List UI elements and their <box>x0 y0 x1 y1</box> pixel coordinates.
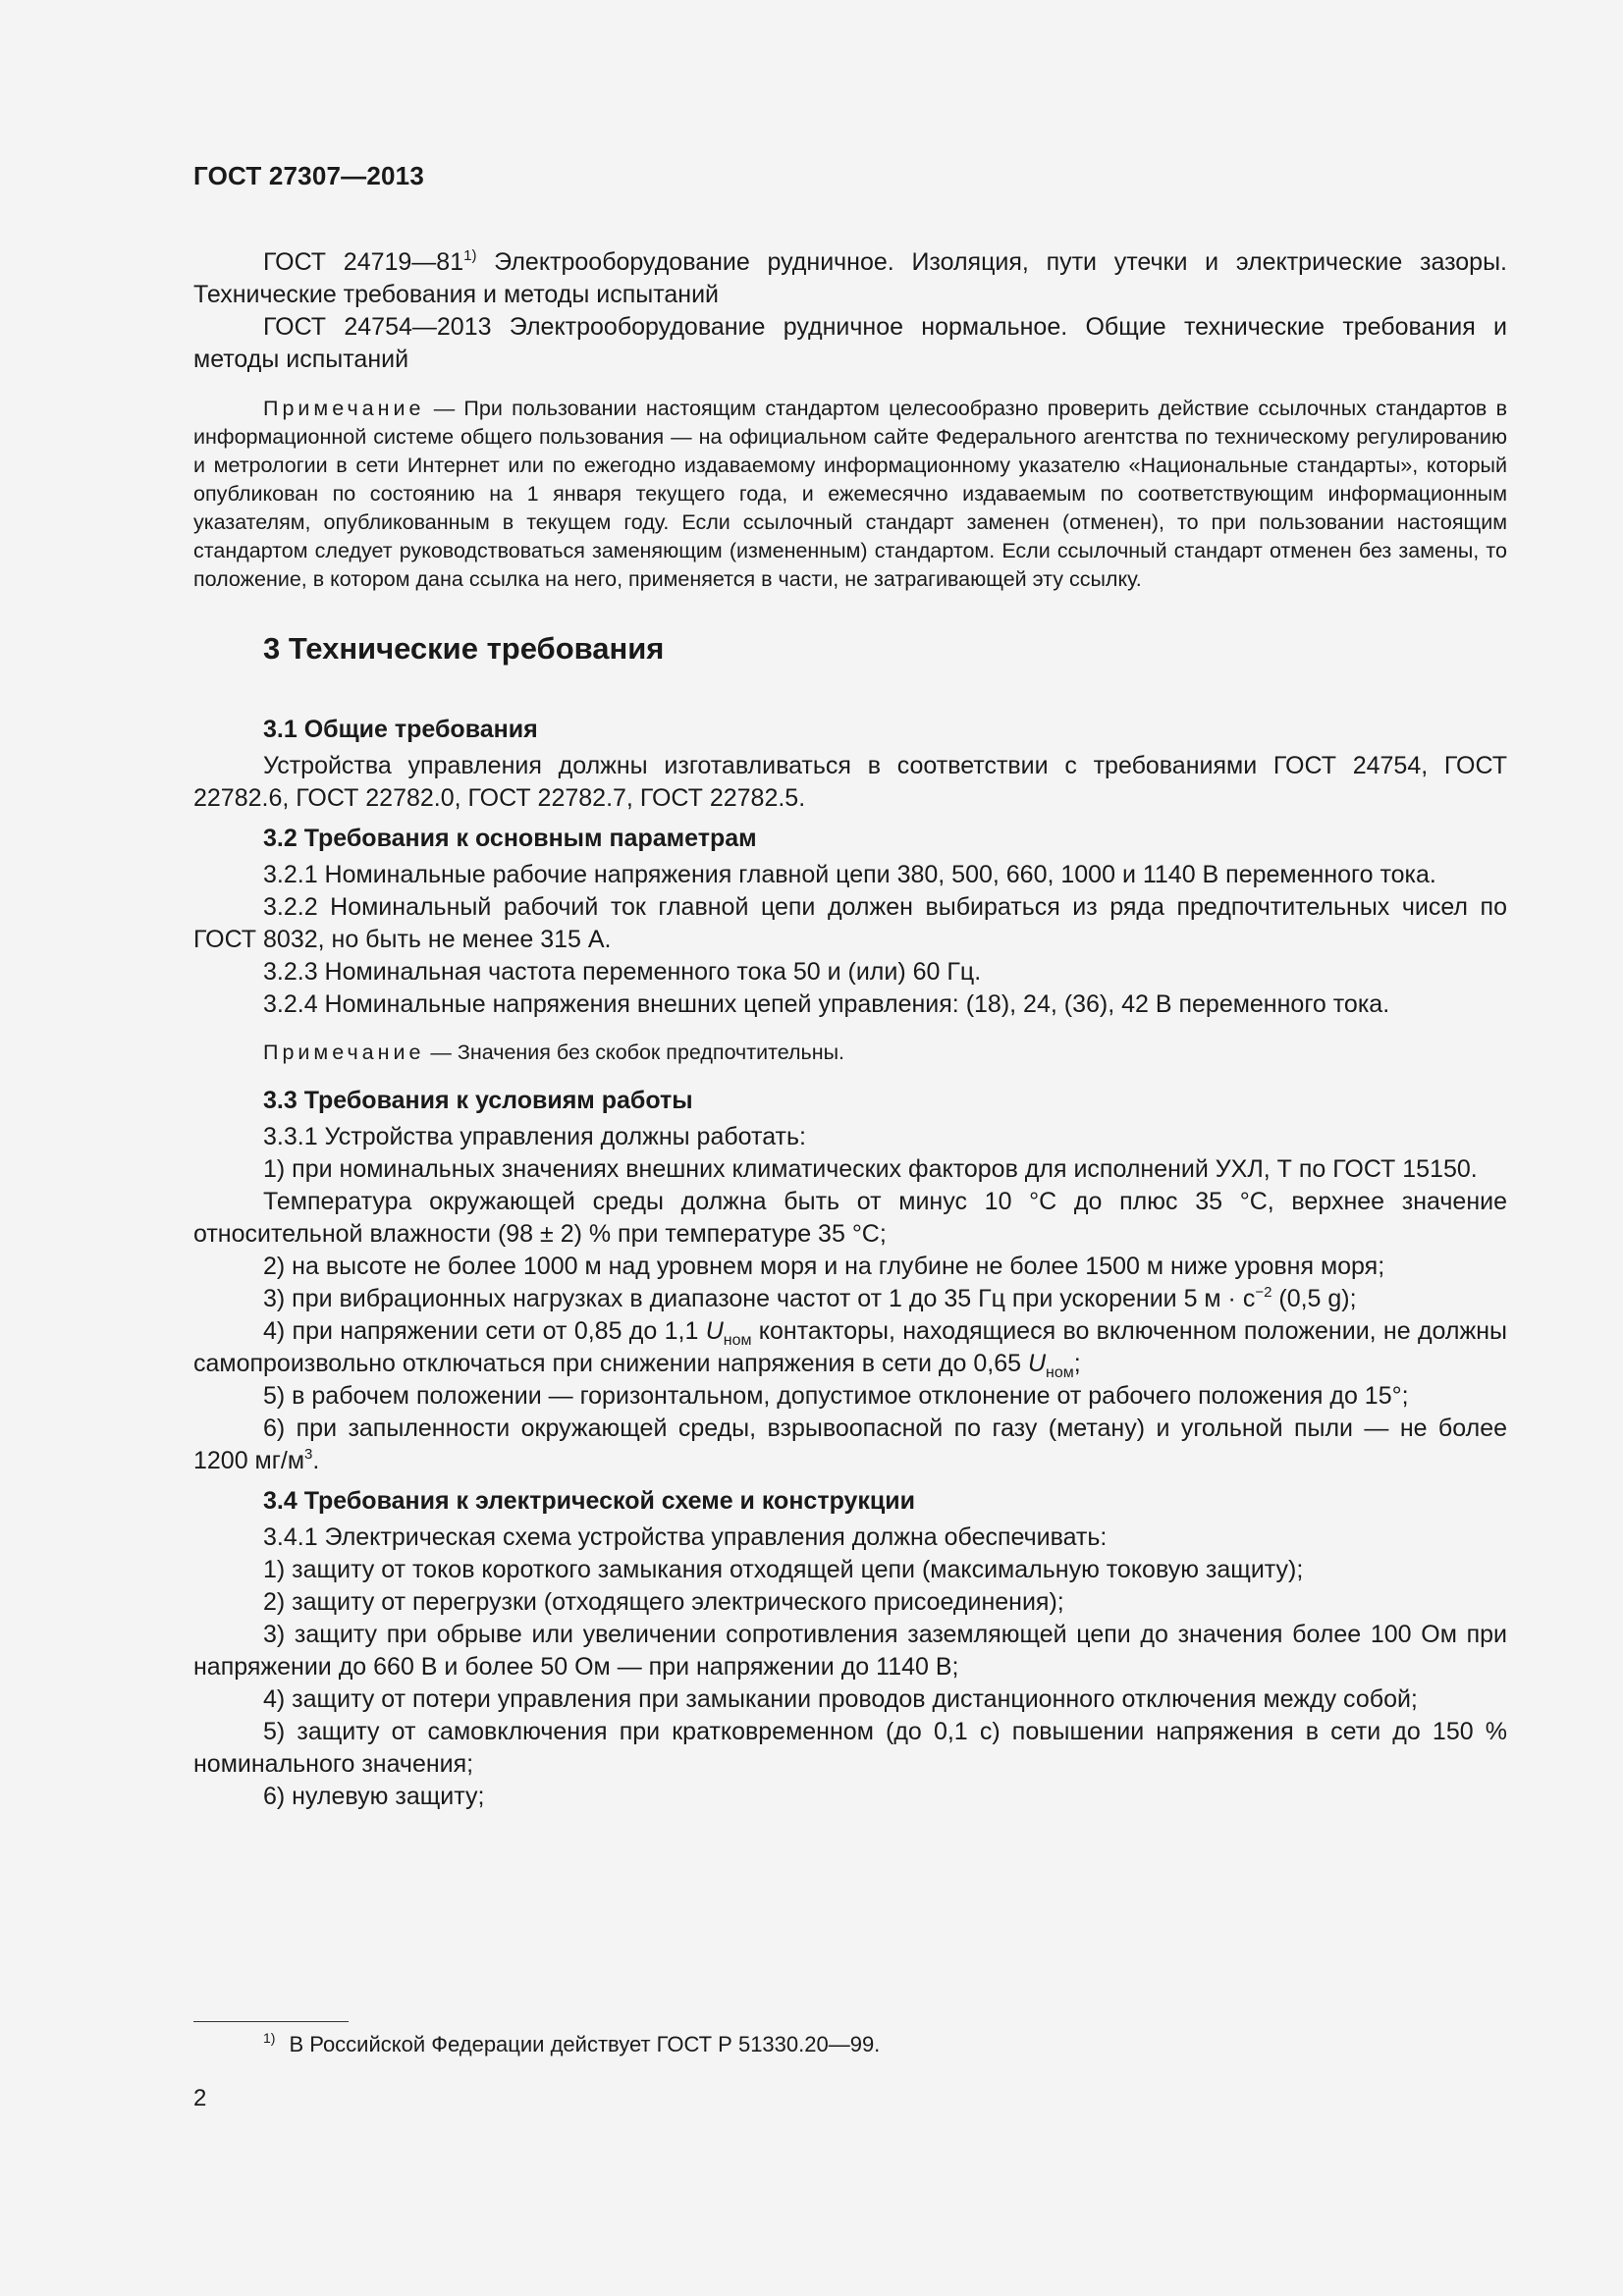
paragraph: 3.3.1 Устройства управления должны работать: <box>263 1123 806 1150</box>
section-title: 3 Технические требования <box>263 631 665 666</box>
footnote-marker: 1) <box>263 2030 276 2046</box>
note-label: Примечание <box>263 1041 425 1064</box>
page-content <box>193 161 1507 1813</box>
subsection-title: 3.1 Общие требования <box>263 716 538 743</box>
list-item: 1) защиту от токов короткого замыкания отходящей цепи (максимальную токовую защиту); <box>263 1556 1304 1583</box>
note-paragraph: Примечание — При пользовании настоящим стандартом целесообразно проверить действие ссылочных стандартов в информационной системе общего пользования — на официальном сайте Федерального агентства по техническому регулированию и метрологии в сети Интернет или по ежегодно издаваемому информационному указателю «Национальные стандарты», который опубликован по состоянию на 1 января текущего года, и ежемесячно издаваемым по соответствующим информационным указателям, опубликованным в текущем году. Если ссылочный стандарт заменен (отменен), то при пользовании настоящим стандартом следует руководствоваться заменяющим (измененным) стандартом. Если ссылочный стандарт отменен без замены, то положение, в котором дана ссылка на него, применяется в части, не затрагивающей эту ссылку. <box>193 397 1507 591</box>
list-item: 3) защиту при обрыве или увеличении сопротивления заземляющей цепи до значения более 100 Ом при напряжении до 660 В и более 50 Ом — при напряжении до 1140 В; <box>193 1621 1507 1681</box>
reference-item: ГОСТ 24719—81$^{1)}$ Электрооборудование рудничное. Изоляция, пути утечки и электрические зазоры. Технические требования и методы испытаний <box>193 247 1507 308</box>
list-item: 5) защиту от самовключения при кратковременном (до 0,1 с) повышении напряжения в сети до 150 % номинального значения; <box>193 1718 1507 1778</box>
paragraph: 3.2.4 Номинальные напряжения внешних цепей управления: (18), 24, (36), 42 В переменного тока. <box>263 990 1390 1018</box>
paragraph: 3.2.3 Номинальная частота переменного тока 50 и (или) 60 Гц. <box>263 958 982 986</box>
subsection-title: 3.3 Требования к условиям работы <box>263 1087 693 1114</box>
list-item: 6) при запыленности окружающей среды, взрывоопасной по газу (метану) и угольной пыли — не более 1200 $мг/м^3$. <box>193 1415 1507 1474</box>
footnote-divider <box>193 2021 349 2022</box>
document-header: ГОСТ 27307—2013 <box>193 161 424 190</box>
paragraph: Устройства управления должны изготавливаться в соответствии с требованиями ГОСТ 24754, ГОСТ 22782.6, ГОСТ 22782.0, ГОСТ 22782.7, ГОСТ 22782.5. <box>193 752 1507 812</box>
note-label: Примечание <box>263 397 425 420</box>
paragraph: Температура окружающей среды должна быть от минус 10 °С до плюс 35 °С, верхнее значение относительной влажности (98 ± 2) % при температуре 35 °С; <box>193 1188 1507 1248</box>
footnote-marker: 1) <box>463 247 477 264</box>
list-item: 1) при номинальных значениях внешних климатических факторов для исполнений УХЛ, Т по ГОСТ 15150. <box>263 1155 1478 1183</box>
footnote: $^{1)}$ В Российской Федерации действует ГОСТ Р 51330.20—99. <box>263 2030 881 2056</box>
note-block <box>193 395 1507 594</box>
list-item: 2) на высоте не более 1000 м над уровнем моря и на глубине не более 1500 м ниже уровня моря; <box>263 1253 1385 1280</box>
list-item: 6) нулевую защиту; <box>263 1783 485 1810</box>
paragraph: 3.2.1 Номинальные рабочие напряжения главной цепи 380, 500, 660, 1000 и 1140 В переменного тока. <box>263 861 1436 888</box>
list-item: 4) при напряжении сети от 0,85 до 1,1 $U_{ном}$ контакторы, находящиеся во включенном положении, не должны самопроизвольно отключаться при снижении напряжения в сети до 0,65 $U_{ном}$; <box>193 1317 1507 1381</box>
subsection-title: 3.4 Требования к электрической схеме и конструкции <box>263 1487 916 1515</box>
list-item: 4) защиту от потери управления при замыкании проводов дистанционного отключения между собой; <box>263 1685 1418 1713</box>
list-item: 2) защиту от перегрузки (отходящего электрического присоединения); <box>263 1588 1064 1616</box>
list-item: 3) при вибрационных нагрузках в диапазоне частот от 1 до 35 Гц при ускорении 5 $м \cdot с^{-2}$ (0,5 g); <box>263 1284 1357 1312</box>
paragraph: 3.2.2 Номинальный рабочий ток главной цепи должен выбираться из ряда предпочтительных чисел по ГОСТ 8032, но быть не менее 315 А. <box>193 893 1507 953</box>
note-paragraph: Примечание — Значения без скобок предпочтительны. <box>263 1041 845 1064</box>
list-item: 5) в рабочем положении — горизонтальном, допустимое отклонение от рабочего положения до 15°; <box>263 1382 1409 1410</box>
reference-item: ГОСТ 24754—2013 Электрооборудование рудничное нормальное. Общие технические требования и методы испытаний <box>193 313 1507 373</box>
paragraph: 3.4.1 Электрическая схема устройства управления должна обеспечивать: <box>263 1523 1108 1551</box>
page-number: 2 <box>193 2085 207 2111</box>
subsection-title: 3.2 Требования к основным параметрам <box>263 825 757 852</box>
